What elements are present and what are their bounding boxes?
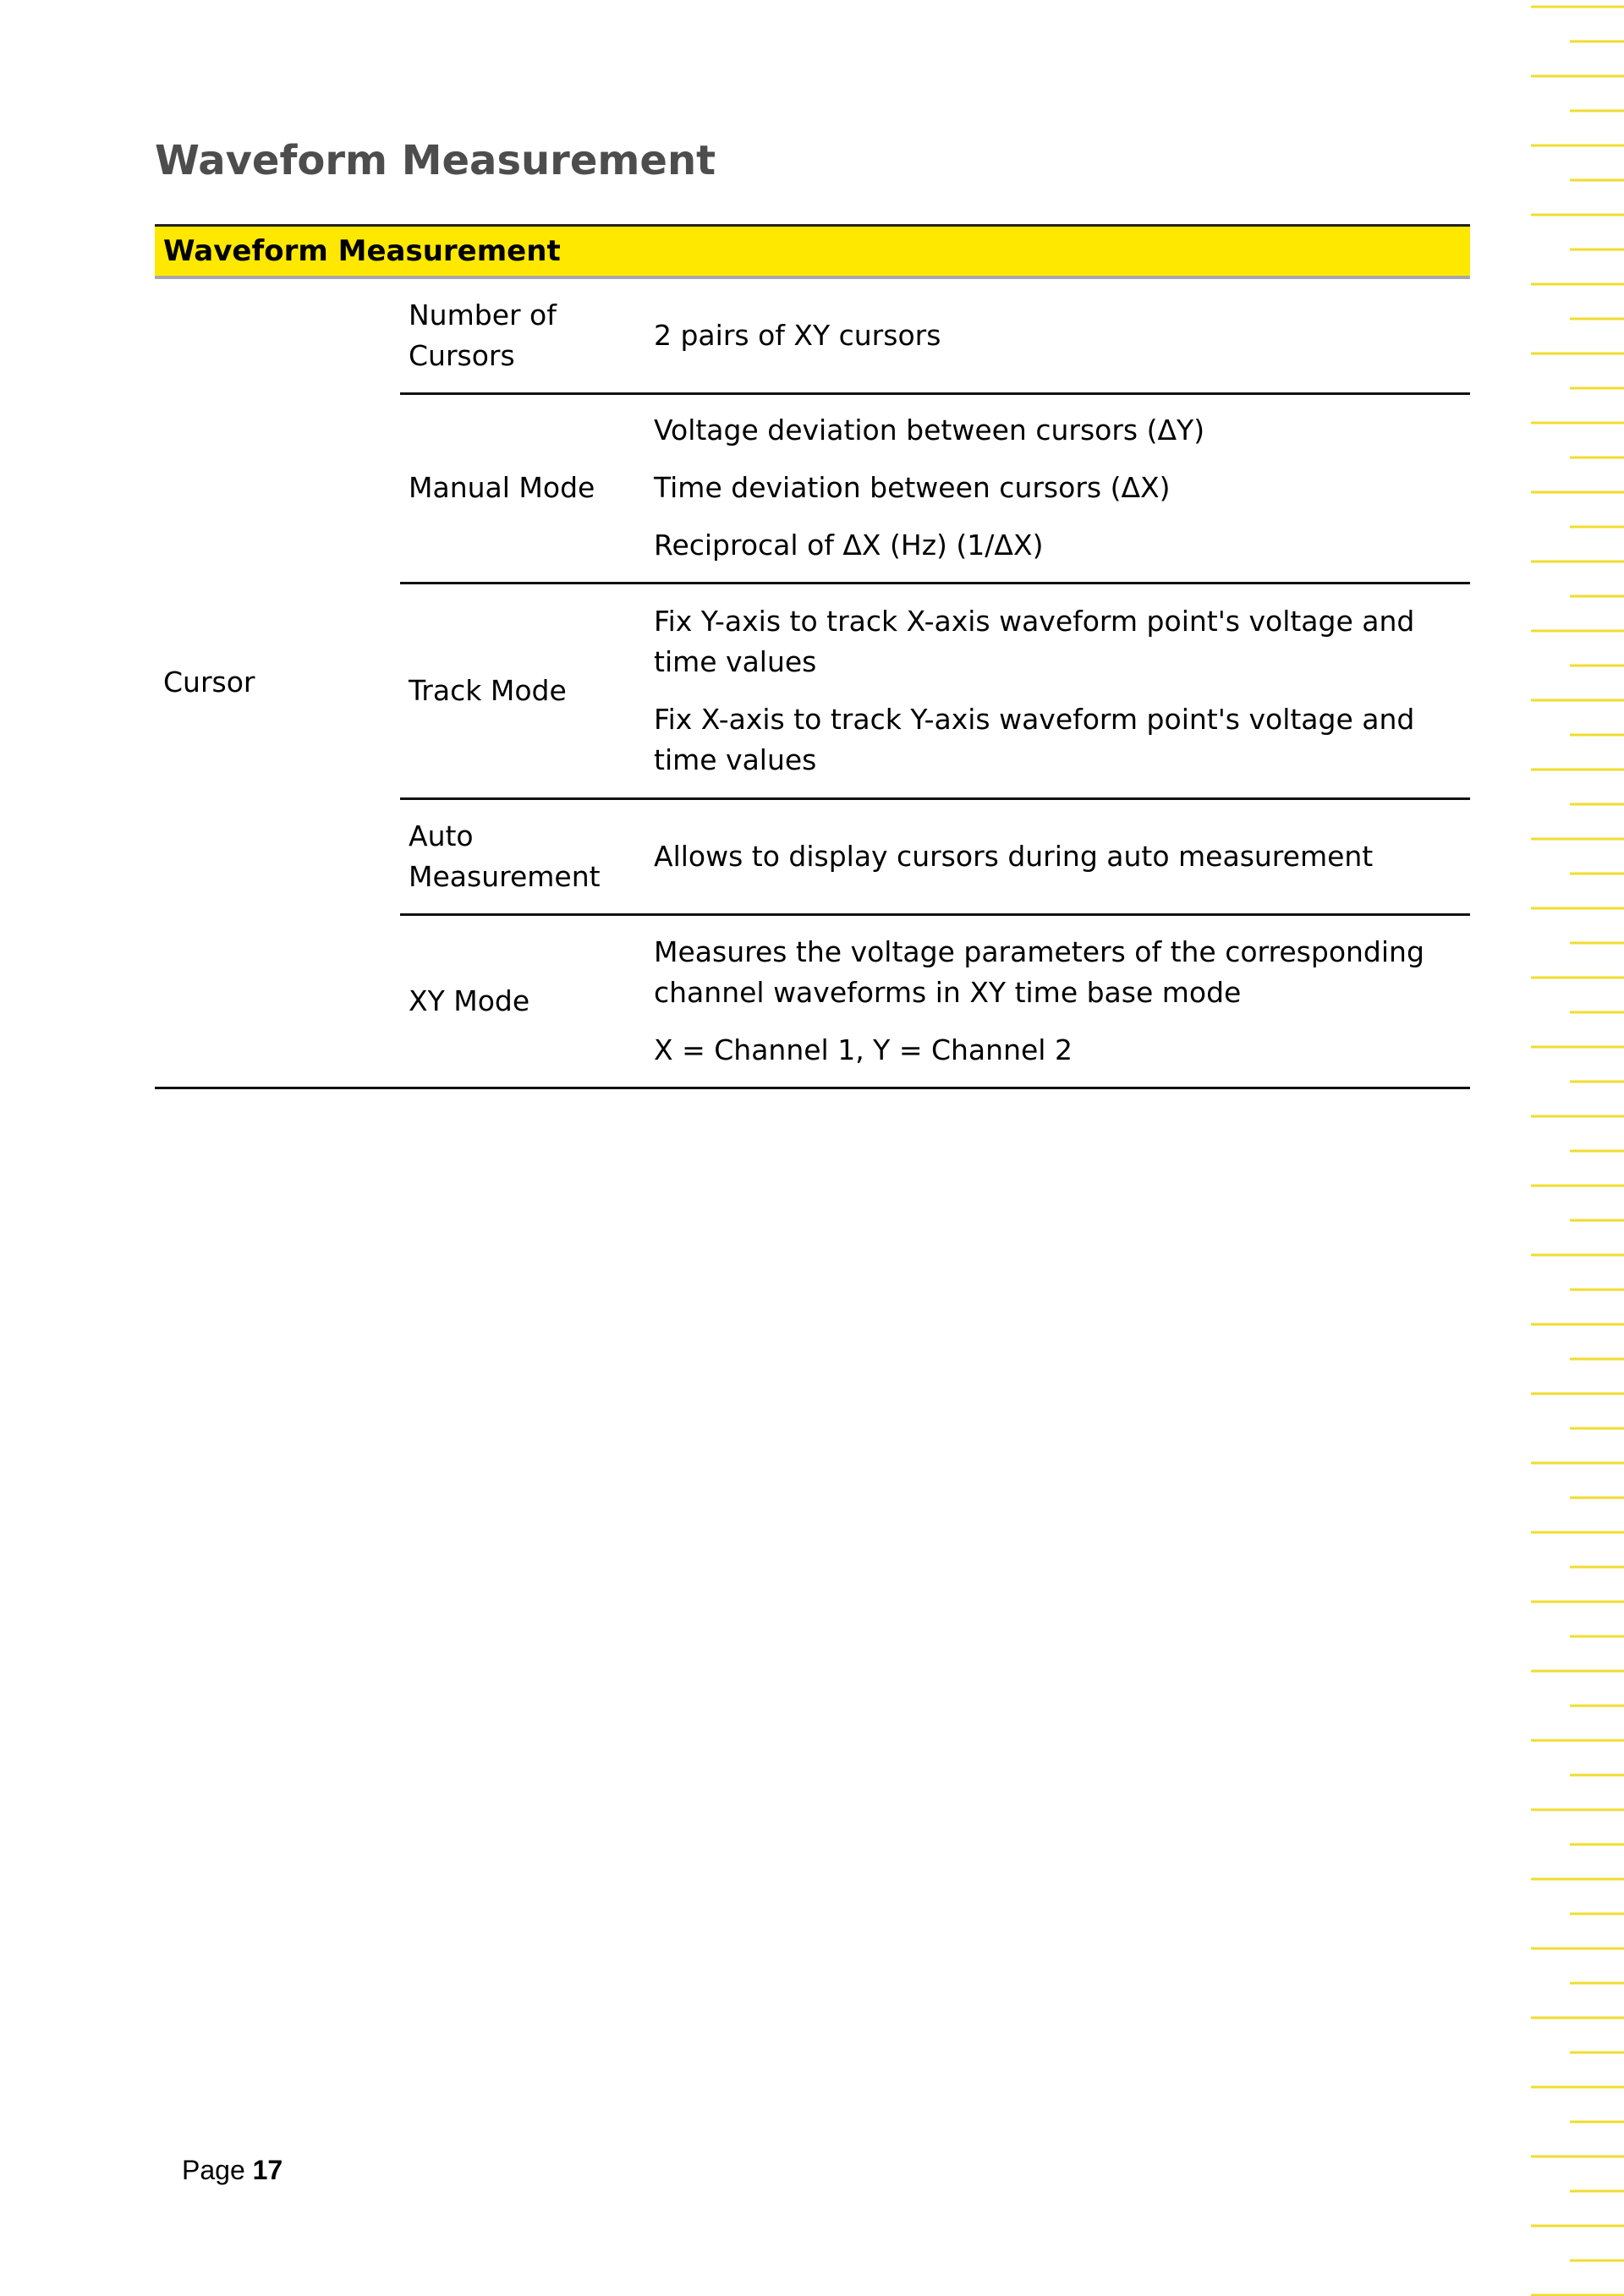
detail-text: Fix X-axis to track Y-axis waveform point's voltage and time values xyxy=(654,702,1415,776)
page-number xyxy=(182,2155,283,2186)
detail-text: Fix Y-axis to track X-axis waveform point's voltage and time values xyxy=(654,604,1415,678)
detail-text: Reciprocal of ΔX (Hz) (1/ΔX) xyxy=(654,529,1044,562)
feature-cell: Auto Measurement xyxy=(400,798,645,914)
detail-cell xyxy=(645,798,1470,914)
feature-cell: Manual Mode xyxy=(400,393,645,583)
detail-text: Voltage deviation between cursors (ΔY) xyxy=(654,414,1205,447)
feature-cell: Track Mode xyxy=(400,583,645,798)
table-header-row xyxy=(155,226,1470,278)
decorative-ruler xyxy=(1522,0,1624,2296)
detail-cell xyxy=(645,914,1470,1088)
feature-cell: Number of Cursors xyxy=(400,277,645,393)
page-title: Waveform Measurement xyxy=(155,137,716,184)
page-label: Page xyxy=(182,2155,245,2185)
table-row xyxy=(155,277,1470,393)
detail-text: 2 pairs of XY cursors xyxy=(654,318,941,352)
table-header: Waveform Measurement xyxy=(155,226,1470,278)
spec-table xyxy=(155,224,1470,1089)
detail-cell xyxy=(645,583,1470,798)
detail-text: Time deviation between cursors (ΔX) xyxy=(654,471,1171,504)
page-number-value: 17 xyxy=(252,2155,283,2185)
detail-text: X = Channel 1, Y = Channel 2 xyxy=(654,1033,1073,1066)
feature-cell: XY Mode xyxy=(400,914,645,1088)
detail-text: Measures the voltage parameters of the corresponding channel waveforms in XY time base mode xyxy=(654,934,1424,1009)
category-cell: Cursor xyxy=(155,277,400,1088)
detail-cell xyxy=(645,393,1470,583)
detail-text: Allows to display cursors during auto measurement xyxy=(654,839,1374,873)
detail-cell xyxy=(645,277,1470,393)
